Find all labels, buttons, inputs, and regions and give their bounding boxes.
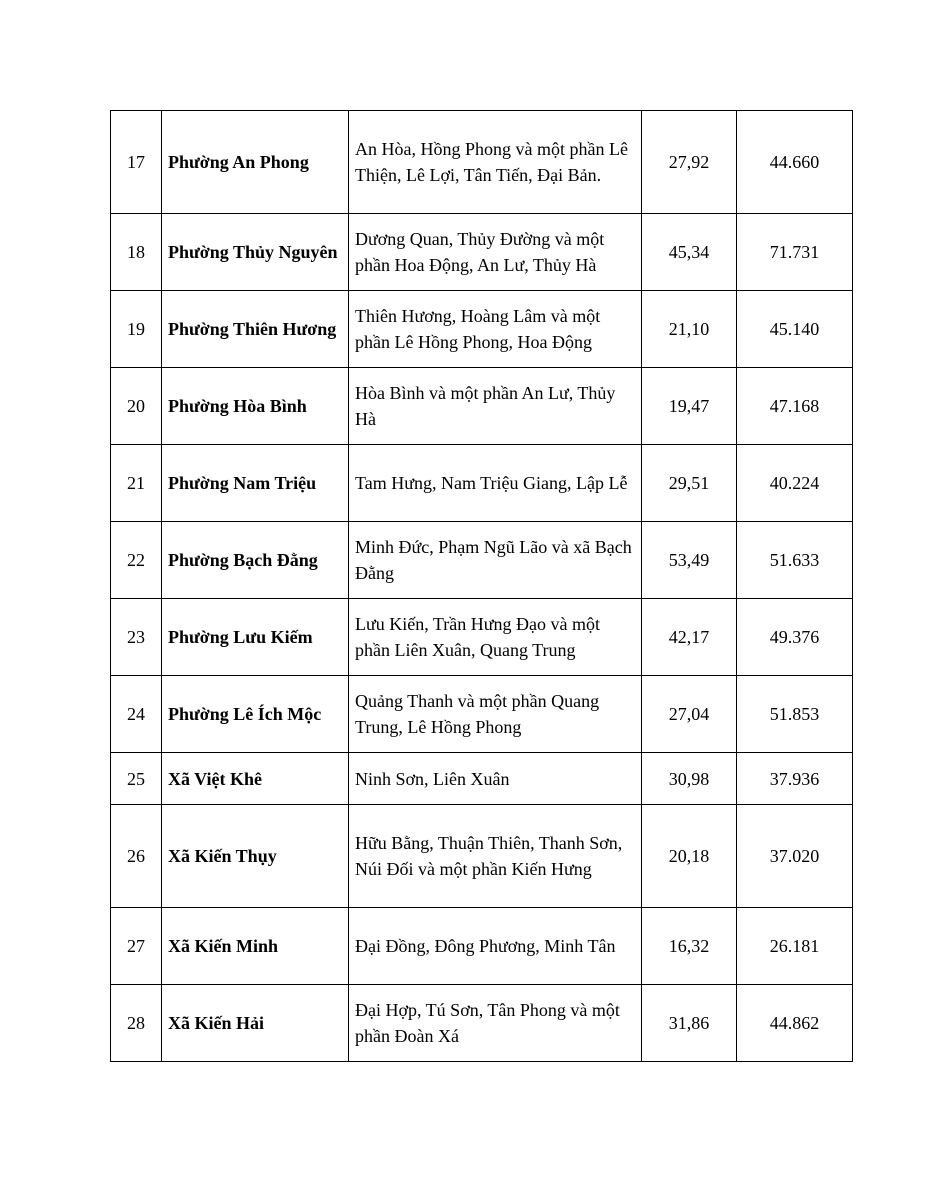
population-value: 49.376 — [737, 599, 853, 676]
row-number: 24 — [111, 676, 162, 753]
row-number: 25 — [111, 753, 162, 805]
row-number: 22 — [111, 522, 162, 599]
merged-units: Tam Hưng, Nam Triệu Giang, Lập Lễ — [349, 445, 642, 522]
table-row — [111, 214, 853, 291]
table-row — [111, 291, 853, 368]
table-row — [111, 753, 853, 805]
row-number: 28 — [111, 985, 162, 1062]
population-value: 26.181 — [737, 908, 853, 985]
area-value: 27,92 — [642, 111, 737, 214]
row-number: 19 — [111, 291, 162, 368]
merged-units: Đại Hợp, Tú Sơn, Tân Phong và một phần Đoàn Xá — [349, 985, 642, 1062]
row-number: 17 — [111, 111, 162, 214]
population-value: 37.936 — [737, 753, 853, 805]
table-row — [111, 676, 853, 753]
population-value: 40.224 — [737, 445, 853, 522]
merged-units: Lưu Kiến, Trần Hưng Đạo và một phần Liên Xuân, Quang Trung — [349, 599, 642, 676]
row-number: 23 — [111, 599, 162, 676]
merged-units: Quảng Thanh và một phần Quang Trung, Lê Hồng Phong — [349, 676, 642, 753]
table-row — [111, 111, 853, 214]
unit-name: Xã Kiến Thụy — [162, 805, 349, 908]
area-value: 16,32 — [642, 908, 737, 985]
merged-units: Ninh Sơn, Liên Xuân — [349, 753, 642, 805]
population-value: 51.633 — [737, 522, 853, 599]
table-row — [111, 445, 853, 522]
area-value: 30,98 — [642, 753, 737, 805]
population-value: 45.140 — [737, 291, 853, 368]
table-row — [111, 368, 853, 445]
unit-name: Xã Kiến Minh — [162, 908, 349, 985]
area-value: 53,49 — [642, 522, 737, 599]
table-row — [111, 985, 853, 1062]
area-value: 21,10 — [642, 291, 737, 368]
administrative-units-table — [110, 110, 853, 1062]
area-value: 29,51 — [642, 445, 737, 522]
area-value: 19,47 — [642, 368, 737, 445]
area-value: 20,18 — [642, 805, 737, 908]
merged-units: Hữu Bằng, Thuận Thiên, Thanh Sơn, Núi Đối và một phần Kiến Hưng — [349, 805, 642, 908]
merged-units: An Hòa, Hồng Phong và một phần Lê Thiện, Lê Lợi, Tân Tiến, Đại Bản. — [349, 111, 642, 214]
unit-name: Phường Lê Ích Mộc — [162, 676, 349, 753]
merged-units: Minh Đức, Phạm Ngũ Lão và xã Bạch Đằng — [349, 522, 642, 599]
unit-name: Phường Thiên Hương — [162, 291, 349, 368]
population-value: 51.853 — [737, 676, 853, 753]
unit-name: Phường Bạch Đằng — [162, 522, 349, 599]
area-value: 45,34 — [642, 214, 737, 291]
unit-name: Xã Kiến Hải — [162, 985, 349, 1062]
area-value: 31,86 — [642, 985, 737, 1062]
population-value: 44.862 — [737, 985, 853, 1062]
row-number: 27 — [111, 908, 162, 985]
population-value: 71.731 — [737, 214, 853, 291]
area-value: 27,04 — [642, 676, 737, 753]
merged-units: Dương Quan, Thủy Đường và một phần Hoa Động, An Lư, Thủy Hà — [349, 214, 642, 291]
unit-name: Phường An Phong — [162, 111, 349, 214]
merged-units: Thiên Hương, Hoàng Lâm và một phần Lê Hồng Phong, Hoa Động — [349, 291, 642, 368]
population-value: 37.020 — [737, 805, 853, 908]
merged-units: Hòa Bình và một phần An Lư, Thủy Hà — [349, 368, 642, 445]
row-number: 18 — [111, 214, 162, 291]
unit-name: Xã Việt Khê — [162, 753, 349, 805]
merged-units: Đại Đồng, Đông Phương, Minh Tân — [349, 908, 642, 985]
row-number: 26 — [111, 805, 162, 908]
row-number: 20 — [111, 368, 162, 445]
row-number: 21 — [111, 445, 162, 522]
population-value: 47.168 — [737, 368, 853, 445]
table-row — [111, 522, 853, 599]
area-value: 42,17 — [642, 599, 737, 676]
table-row — [111, 805, 853, 908]
unit-name: Phường Nam Triệu — [162, 445, 349, 522]
unit-name: Phường Hòa Bình — [162, 368, 349, 445]
unit-name: Phường Thủy Nguyên — [162, 214, 349, 291]
unit-name: Phường Lưu Kiếm — [162, 599, 349, 676]
table-row — [111, 908, 853, 985]
population-value: 44.660 — [737, 111, 853, 214]
table-row — [111, 599, 853, 676]
